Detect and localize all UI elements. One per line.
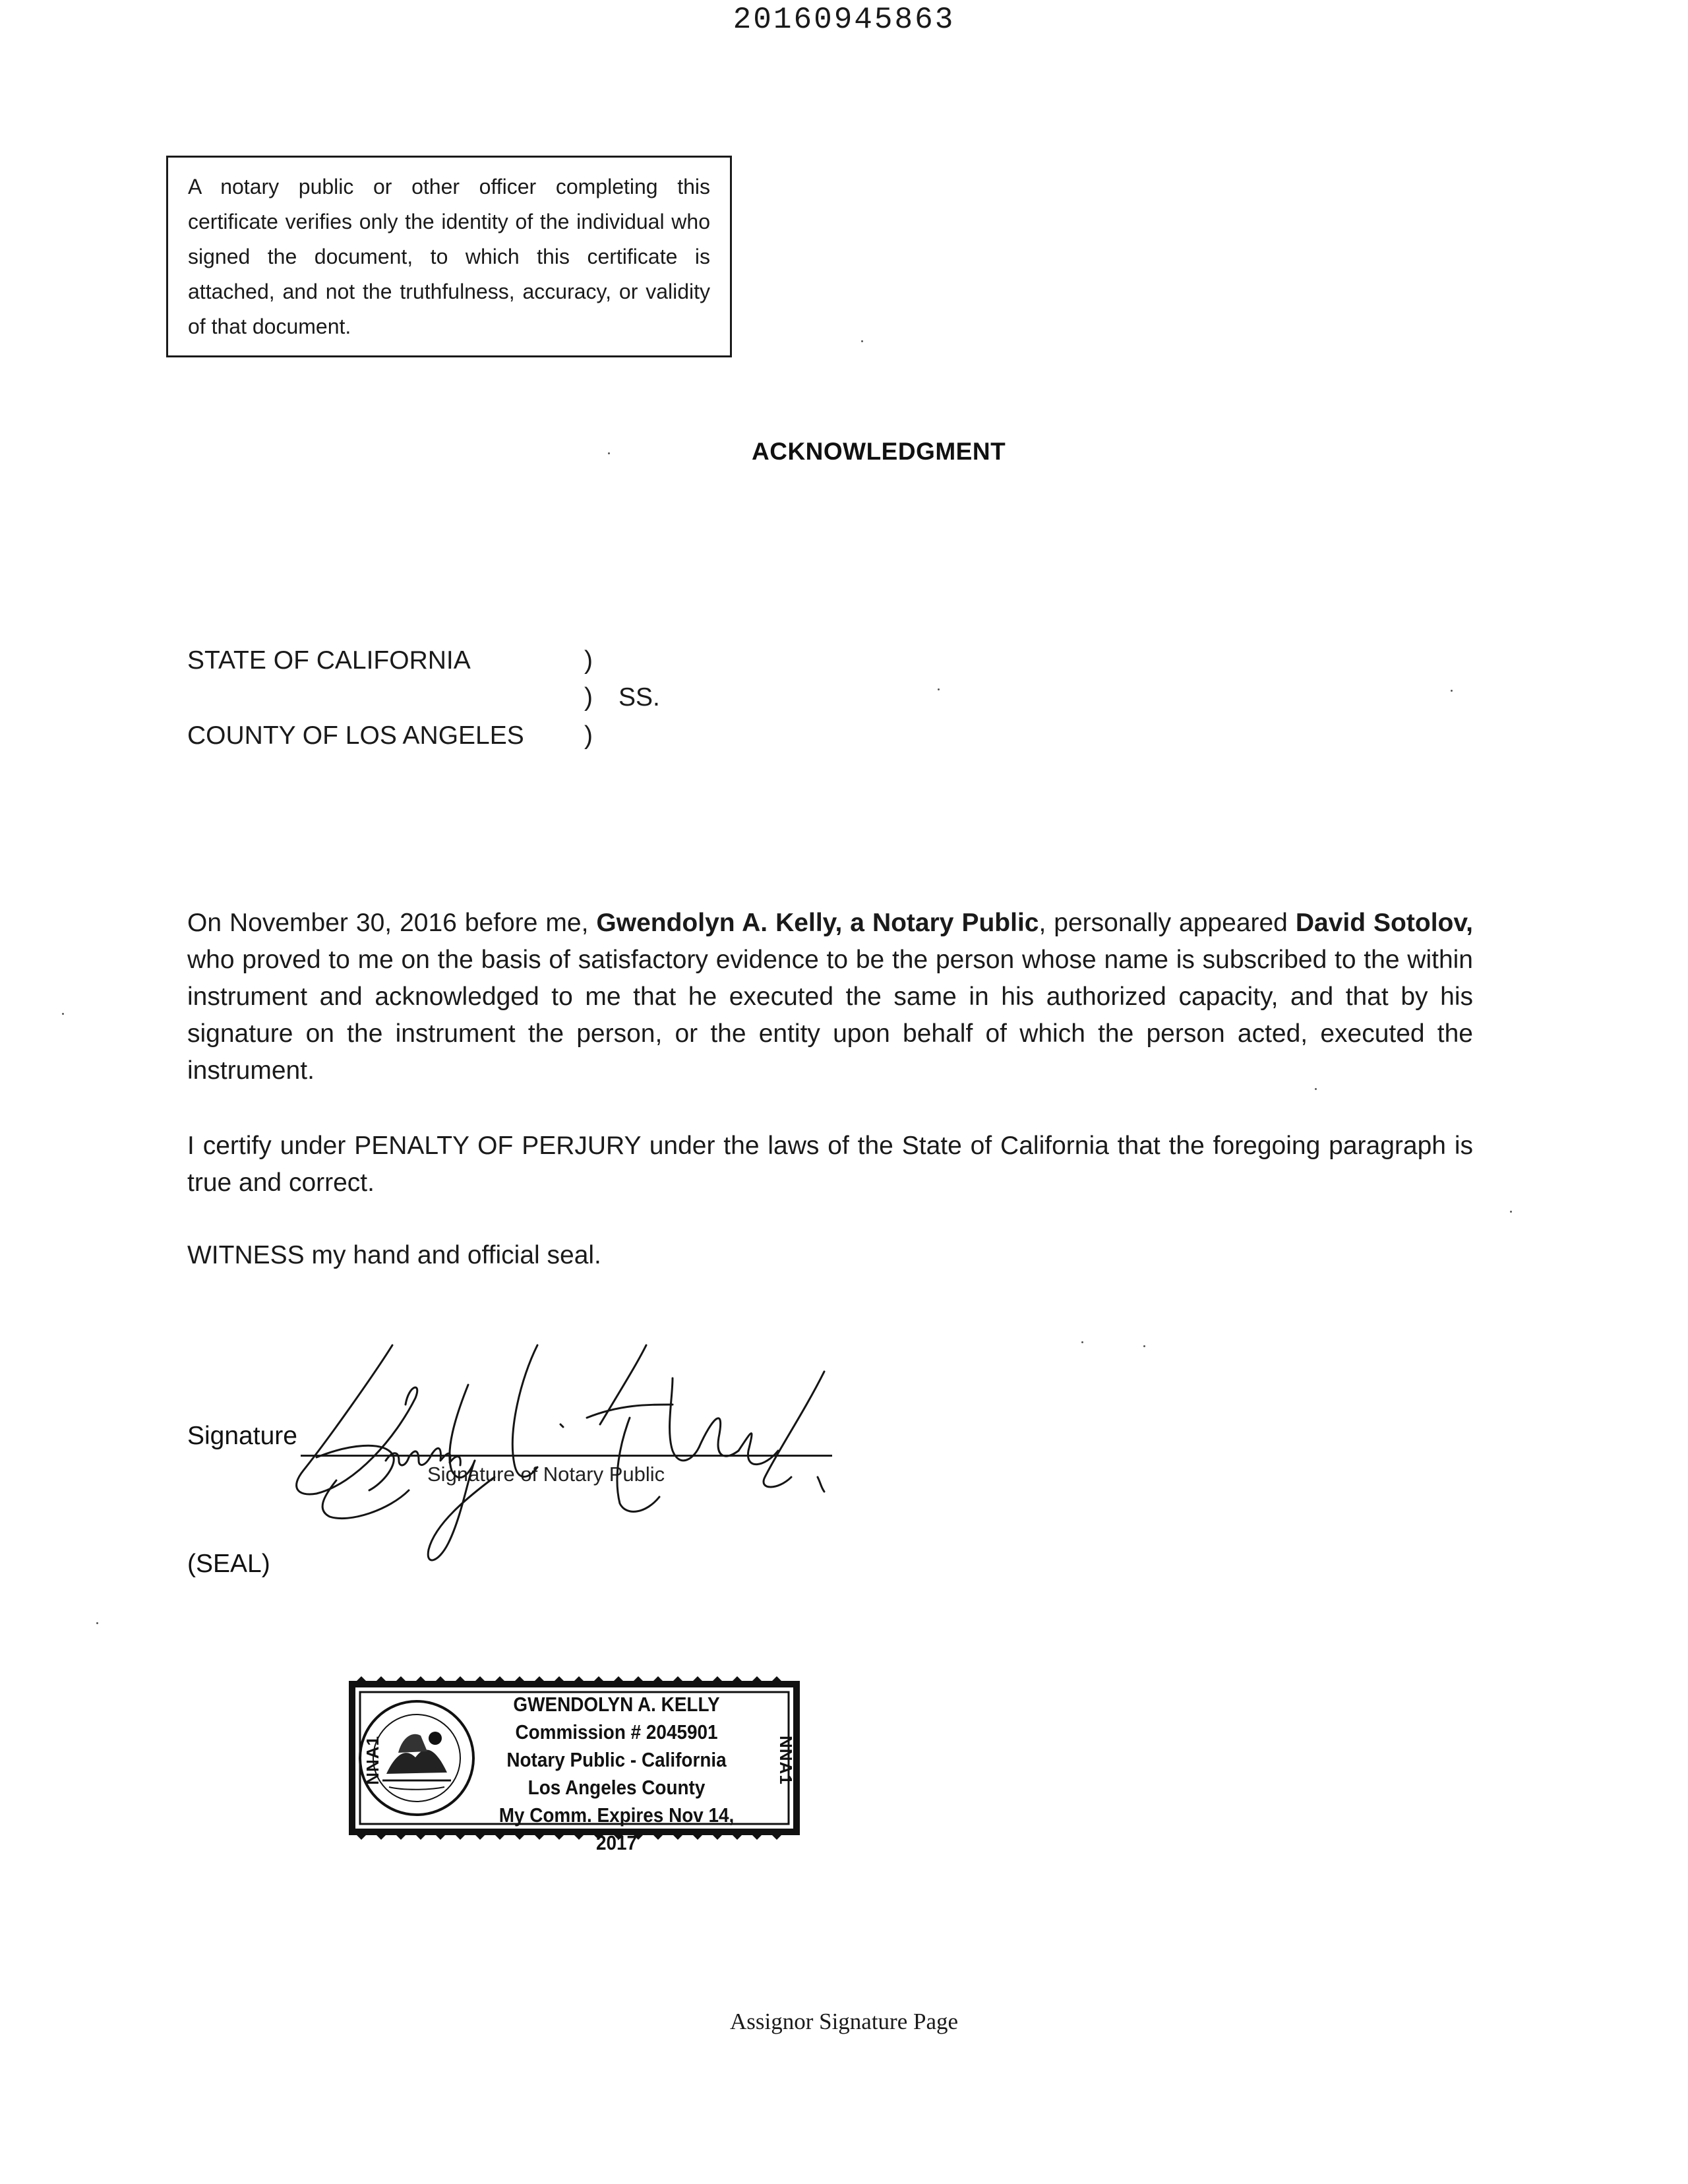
stamp-line-commission: Commission # 2045901 — [515, 1720, 718, 1744]
venue-paren-1: ) — [584, 646, 593, 675]
scan-speck — [1315, 1088, 1317, 1090]
venue-ss: SS. — [618, 683, 660, 712]
notary-name: Gwendolyn A. Kelly, a Notary Public — [596, 909, 1039, 937]
scan-speck — [1451, 690, 1453, 692]
perjury-certification: I certify under PENALTY OF PERJURY under the laws of the State of California that the foregoing paragraph is true and correct. — [187, 1132, 1473, 1197]
scan-speck — [1510, 1211, 1512, 1213]
signer-name: David Sotolov, — [1295, 909, 1473, 937]
document-number: 20160945863 — [733, 3, 955, 37]
witness-statement: WITNESS my hand and official seal. — [187, 1241, 601, 1269]
scan-speck — [608, 452, 610, 454]
scan-speck — [938, 688, 940, 690]
ack-mid: , personally appeared — [1039, 909, 1296, 937]
venue-county: COUNTY OF LOS ANGELES — [187, 721, 524, 750]
stamp-side-code-right: NNA1 — [776, 1736, 796, 1785]
notary-disclaimer-box: A notary public or other officer completing this certificate verifies only the identity of the individual who signed the document, to which this certificate is attached, and not the truthfulness, accuracy, or validity of that document. — [166, 156, 732, 357]
scan-speck — [96, 1622, 98, 1624]
acknowledgment-paragraph — [187, 905, 1473, 1089]
page-footer: Assignor Signature Page — [729, 2009, 959, 2034]
stamp-line-county: Los Angeles County — [528, 1776, 706, 1799]
signature-label: Signature — [187, 1422, 297, 1450]
signature-caption: Signature of Notary Public — [427, 1463, 665, 1486]
venue-state: STATE OF CALIFORNIA — [187, 646, 471, 675]
scan-speck — [62, 1013, 64, 1015]
scan-speck — [1081, 1341, 1083, 1343]
page-title: ACKNOWLEDGMENT — [752, 438, 1006, 465]
venue-paren-3: ) — [584, 721, 593, 750]
scan-speck — [1143, 1345, 1145, 1347]
stamp-line-name: GWENDOLYN A. KELLY — [513, 1693, 720, 1716]
handwritten-signature — [277, 1319, 884, 1583]
notary-seal-stamp — [343, 1675, 806, 1854]
stamp-line-title: Notary Public - California — [506, 1748, 727, 1771]
stamp-text — [483, 1691, 750, 1857]
venue-paren-2: ) — [584, 683, 593, 712]
scan-speck — [861, 340, 863, 342]
seal-label: (SEAL) — [187, 1550, 270, 1578]
stamp-side-code-left: NNA1 — [363, 1736, 382, 1785]
stamp-line-expiry: My Comm. Expires Nov 14, 2017 — [498, 1804, 735, 1854]
ack-rest: who proved to me on the basis of satisfactory evidence to be the person whose name is subscribed to the within instrument and acknowledged to me that he executed the same in his authorized capacity, and that by his signature on the instrument the person, or the entity upon behalf of which the person acted, executed the instrument. — [187, 946, 1473, 1085]
ack-lead: On November 30, 2016 before me, — [187, 909, 597, 937]
